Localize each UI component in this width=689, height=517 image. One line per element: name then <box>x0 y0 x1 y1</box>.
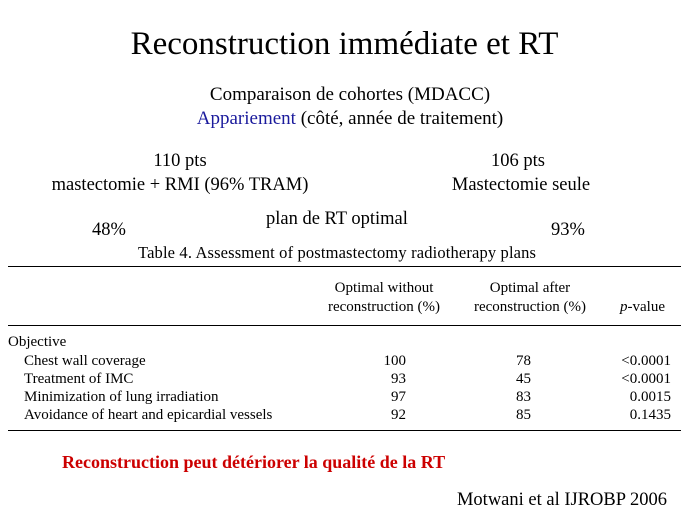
header-optimal-without <box>318 279 450 317</box>
header-optimal-without-line2: reconstruction (%) <box>327 299 441 315</box>
matching-criteria: (côté, année de traitement) <box>295 108 504 129</box>
row-value-without: 93 <box>391 371 406 387</box>
header-optimal-after-line2: reconstruction (%) <box>473 299 587 315</box>
header-optimal-without-line1: Optimal without <box>334 280 434 296</box>
left-cohort-percent: 48% <box>92 220 126 240</box>
row-value-without: 92 <box>391 407 406 423</box>
row-value-after: 78 <box>516 353 531 369</box>
row-value-after: 85 <box>516 407 531 423</box>
right-cohort-description: Mastectomie seule <box>451 175 591 195</box>
cohort-comparison-line: Comparaison de cohortes (MDACC) <box>209 84 491 105</box>
optimal-plan-label: plan de RT optimal <box>266 209 408 229</box>
table-caption: Table 4. Assessment of postmastectomy radiotherapy plans <box>138 243 537 262</box>
matching-line <box>0 107 689 131</box>
row-label: Treatment of IMC <box>24 371 134 387</box>
row-label: Minimization of lung irradiation <box>24 389 219 405</box>
row-label: Avoidance of heart and epicardial vessels <box>24 407 273 423</box>
header-optimal-after <box>464 279 596 317</box>
header-p-letter: p <box>620 299 628 315</box>
reference-citation: Motwani et al IJROBP 2006 <box>456 490 667 510</box>
conclusion-text: Reconstruction peut détériorer la qualité de la RT <box>62 452 446 472</box>
right-cohort-percent: 93% <box>551 220 585 240</box>
right-cohort-count: 106 pts <box>491 151 545 171</box>
table-bottom-rule <box>8 430 681 431</box>
row-label: Chest wall coverage <box>24 353 146 369</box>
row-value-without: 100 <box>383 353 406 369</box>
header-optimal-after-line1: Optimal after <box>489 280 571 296</box>
table-row <box>0 406 689 424</box>
row-value-after: 45 <box>516 371 531 387</box>
header-p-suffix: -value <box>627 299 665 315</box>
table-section-label: Objective <box>8 334 67 350</box>
header-p-value <box>620 298 665 317</box>
table-header-rule <box>8 325 681 326</box>
slide-title: Reconstruction immédiate et RT <box>130 26 559 62</box>
table-row <box>0 388 689 406</box>
row-p-value: <0.0001 <box>621 371 671 387</box>
row-value-after: 83 <box>516 389 531 405</box>
table-top-rule <box>8 266 681 267</box>
row-p-value: 0.0015 <box>629 389 671 405</box>
table-row <box>0 352 689 370</box>
table-row <box>0 370 689 388</box>
row-p-value: <0.0001 <box>621 353 671 369</box>
left-cohort-count: 110 pts <box>153 151 207 171</box>
left-cohort-description: mastectomie + RMI (96% TRAM) <box>51 175 309 195</box>
matching-word: Appariement <box>196 108 296 129</box>
row-value-without: 97 <box>391 389 406 405</box>
row-p-value: 0.1435 <box>629 407 671 423</box>
